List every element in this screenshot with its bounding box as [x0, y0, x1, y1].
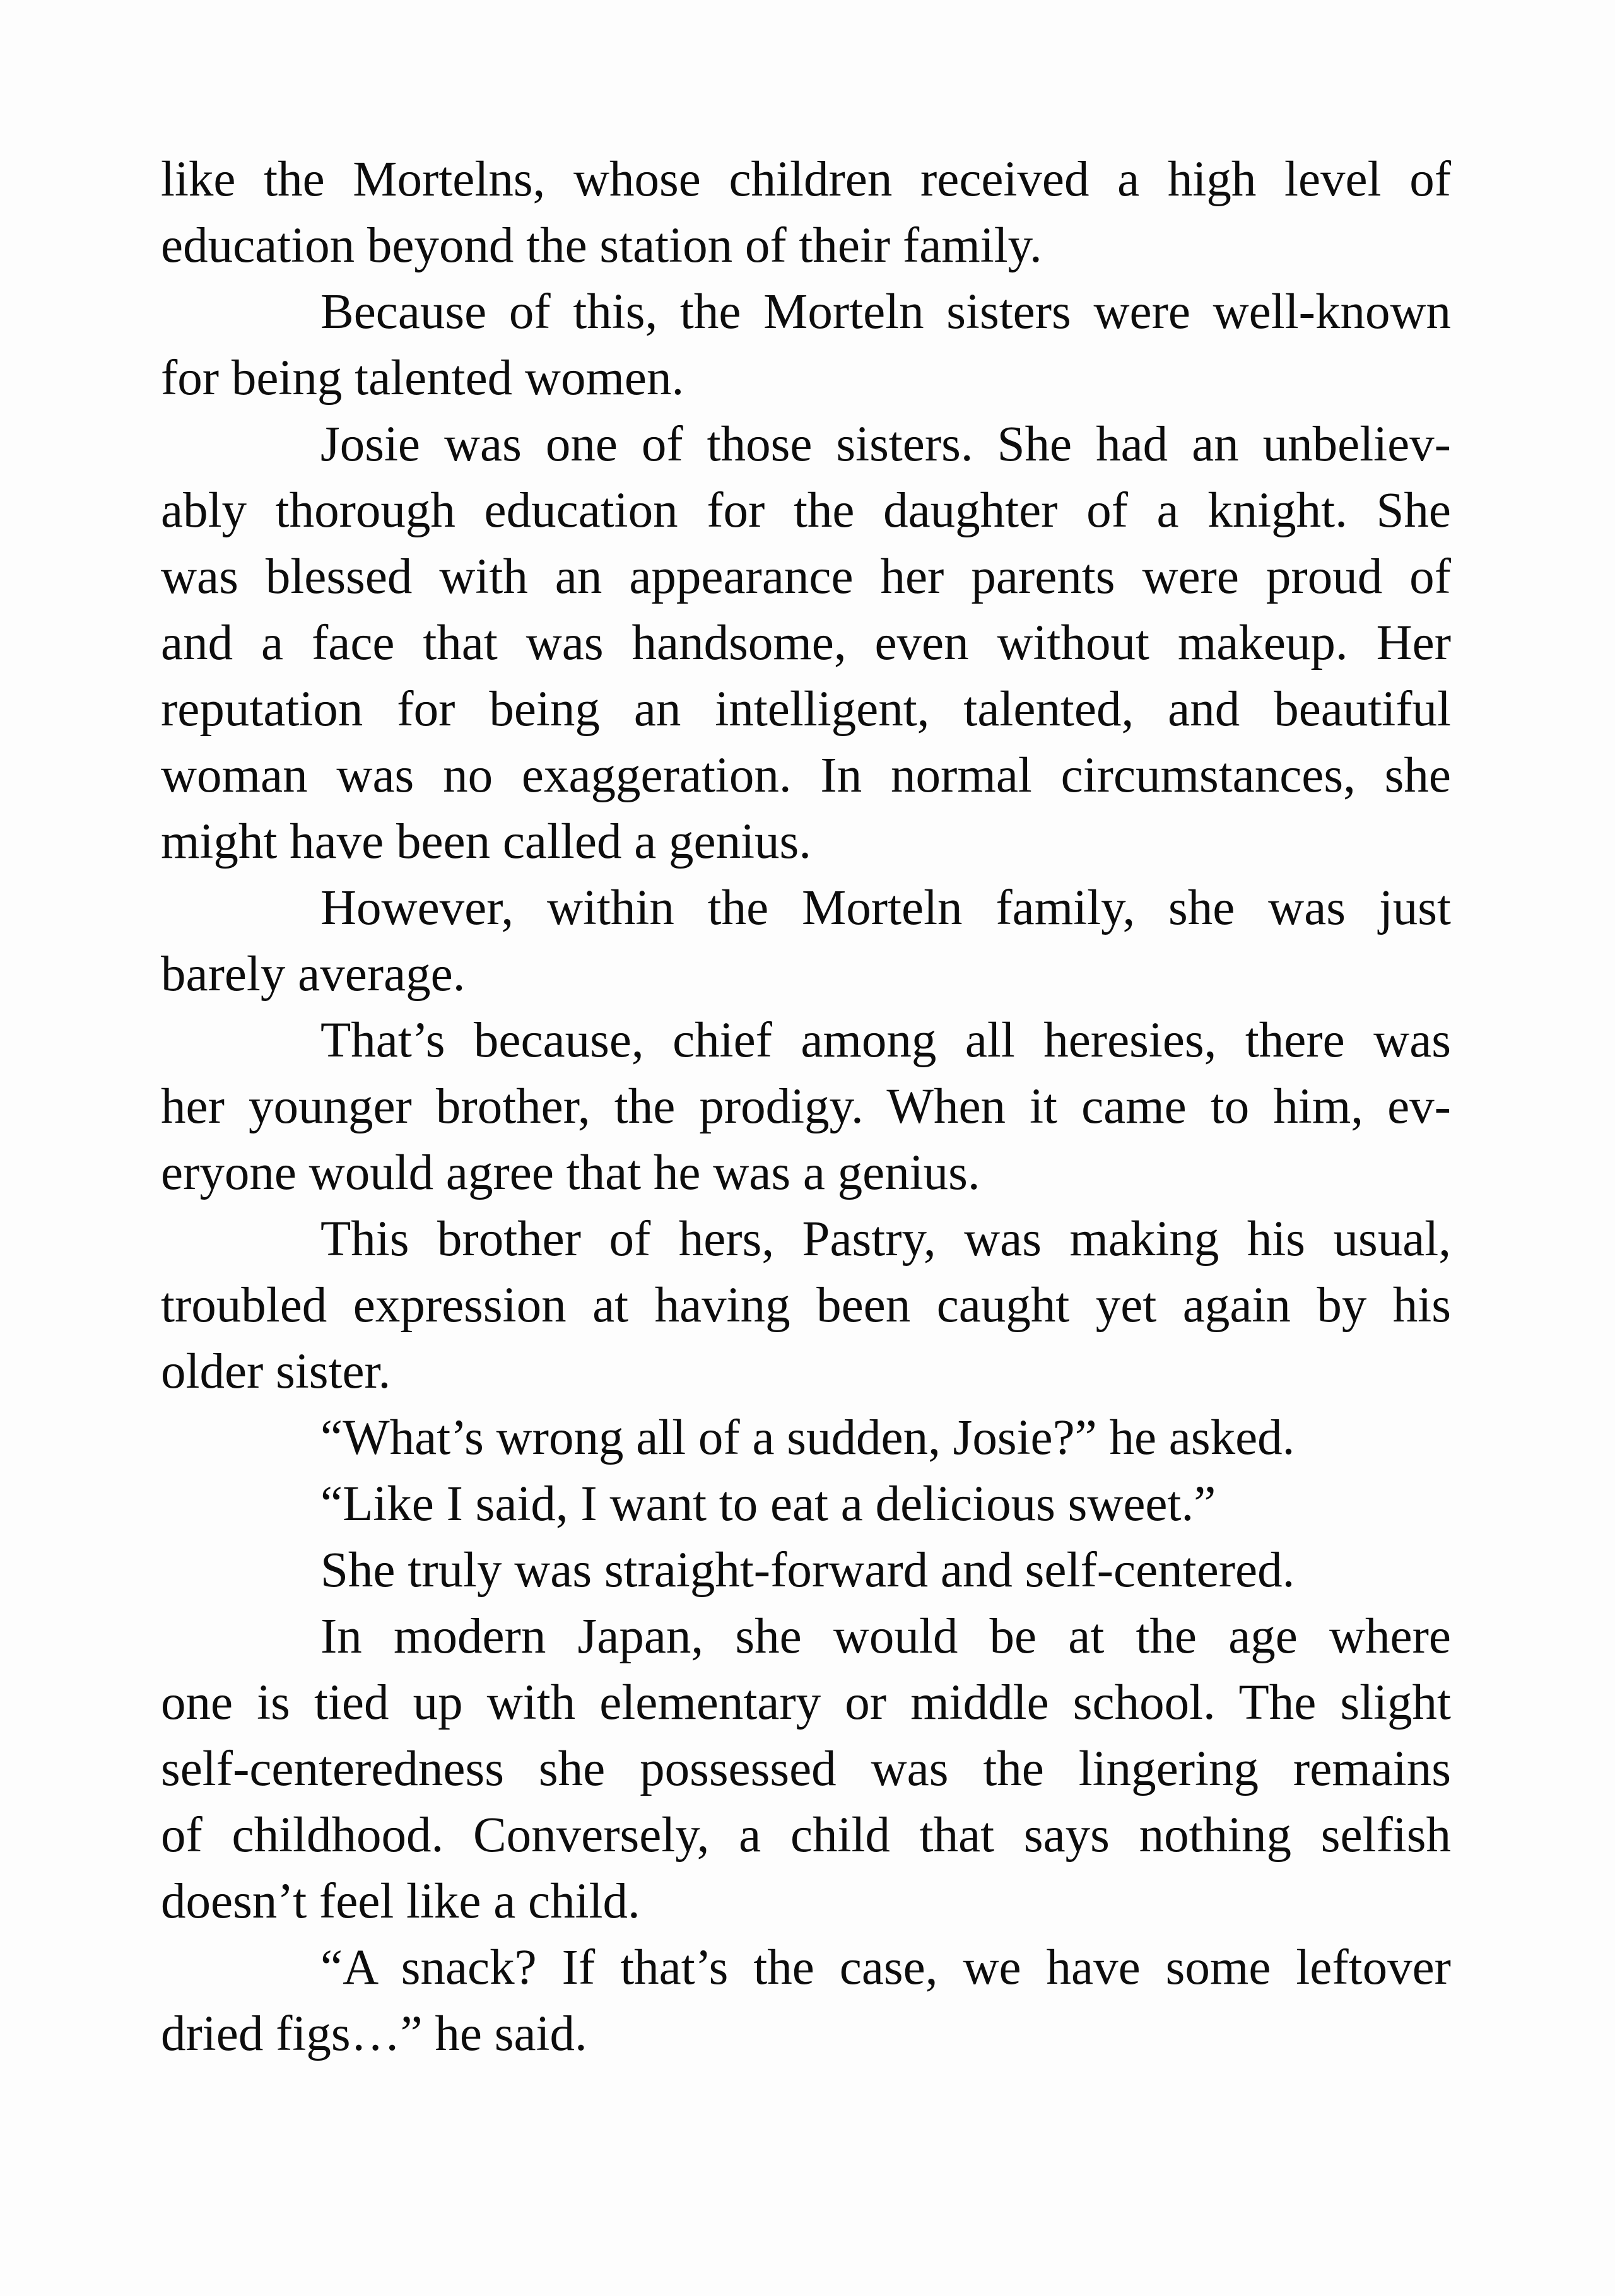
text-line: “A snack? If that’s the case, we have some leftover	[320, 1940, 1451, 1995]
text-line: Because of this, the Morteln sisters were well-known	[320, 284, 1451, 339]
text-line: education beyond the station of their family.	[161, 218, 1042, 273]
text-line: self-centeredness she possessed was the lingering remains	[161, 1742, 1451, 1796]
text-line: and a face that was handsome, even without makeup. Her	[161, 616, 1451, 671]
text-line: one is tied up with elementary or middle school. The slight	[161, 1675, 1451, 1730]
text-line: However, within the Morteln family, she was just	[320, 881, 1451, 935]
text-line: troubled expression at having been caught yet again by his	[161, 1278, 1451, 1333]
text-line: was blessed with an appearance her parents were proud of	[161, 549, 1451, 604]
text-line: woman was no exaggeration. In normal circumstances, she	[161, 748, 1451, 803]
paragraph	[161, 1471, 1451, 1537]
text-line: She truly was straight-forward and self-centered.	[320, 1543, 1295, 1598]
text-line: dried figs…” he said.	[161, 2006, 587, 2061]
paragraph	[161, 1537, 1451, 1603]
text-line: of childhood. Conversely, a child that says nothing selfish	[161, 1808, 1451, 1863]
paragraph	[161, 279, 1451, 411]
text-line: In modern Japan, she would be at the age where	[320, 1609, 1451, 1664]
text-block	[161, 146, 1451, 2067]
text-line: reputation for being an intelligent, talented, and beautiful	[161, 682, 1451, 737]
text-line: for being talented women.	[161, 351, 684, 406]
text-line: “Like I said, I want to eat a delicious sweet.”	[320, 1477, 1216, 1532]
paragraph	[161, 411, 1451, 875]
paragraph	[161, 875, 1451, 1007]
text-line: like the Mortelns, whose children received a high level of	[161, 152, 1451, 207]
paragraph	[161, 1405, 1451, 1471]
text-line: That’s because, chief among all heresies, there was	[320, 1013, 1451, 1068]
paragraph	[161, 146, 1451, 279]
paragraph	[161, 1935, 1451, 2067]
text-line: eryone would agree that he was a genius.	[161, 1145, 980, 1200]
paragraph	[161, 1603, 1451, 1935]
text-line: barely average.	[161, 947, 466, 1002]
text-line: her younger brother, the prodigy. When it came to him, ev-	[161, 1079, 1451, 1134]
text-line: might have been called a genius.	[161, 814, 812, 869]
text-line: doesn’t feel like a child.	[161, 1874, 640, 1929]
text-line: older sister.	[161, 1344, 391, 1399]
text-line: Josie was one of those sisters. She had an unbeliev-	[320, 417, 1451, 472]
paragraph	[161, 1007, 1451, 1206]
text-line: “What’s wrong all of a sudden, Josie?” he asked.	[320, 1410, 1295, 1465]
text-line: ably thorough education for the daughter of a knight. She	[161, 483, 1451, 538]
text-line: This brother of hers, Pastry, was making his usual,	[320, 1212, 1451, 1267]
paragraph	[161, 1206, 1451, 1405]
